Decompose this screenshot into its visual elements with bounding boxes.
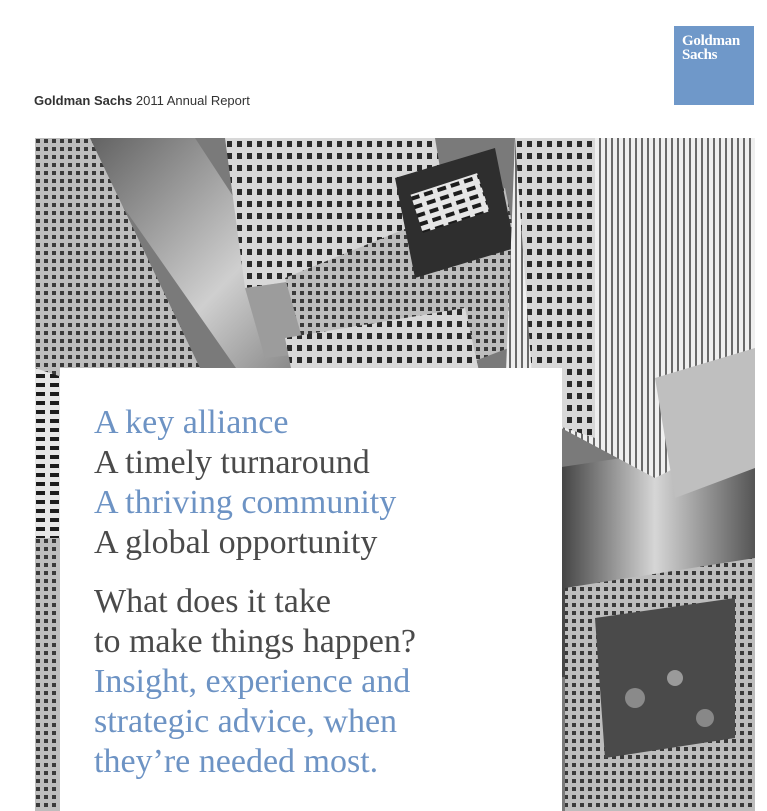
goldman-sachs-logo (674, 26, 754, 105)
report-title (34, 93, 250, 108)
tagline-key-alliance: A key alliance (94, 404, 289, 441)
tagline-thriving-community: A thriving community (94, 484, 397, 521)
answer-line-3: they’re needed most. (94, 743, 379, 780)
logo-line-2: Sachs (682, 47, 718, 63)
logo-line-1: Goldman (682, 33, 740, 49)
tagline-timely-turnaround: A timely turnaround (94, 444, 370, 481)
answer-line-2: strategic advice, when (94, 703, 398, 740)
cover-text-panel (60, 368, 562, 811)
report-year-title: 2011 Annual Report (135, 93, 250, 108)
question-line-1: What does it take (94, 583, 331, 620)
report-brand: Goldman Sachs (34, 93, 133, 108)
question-line-2: to make things happen? (94, 623, 416, 660)
answer-line-1: Insight, experience and (94, 663, 411, 700)
tagline-global-opportunity: A global opportunity (94, 524, 378, 561)
